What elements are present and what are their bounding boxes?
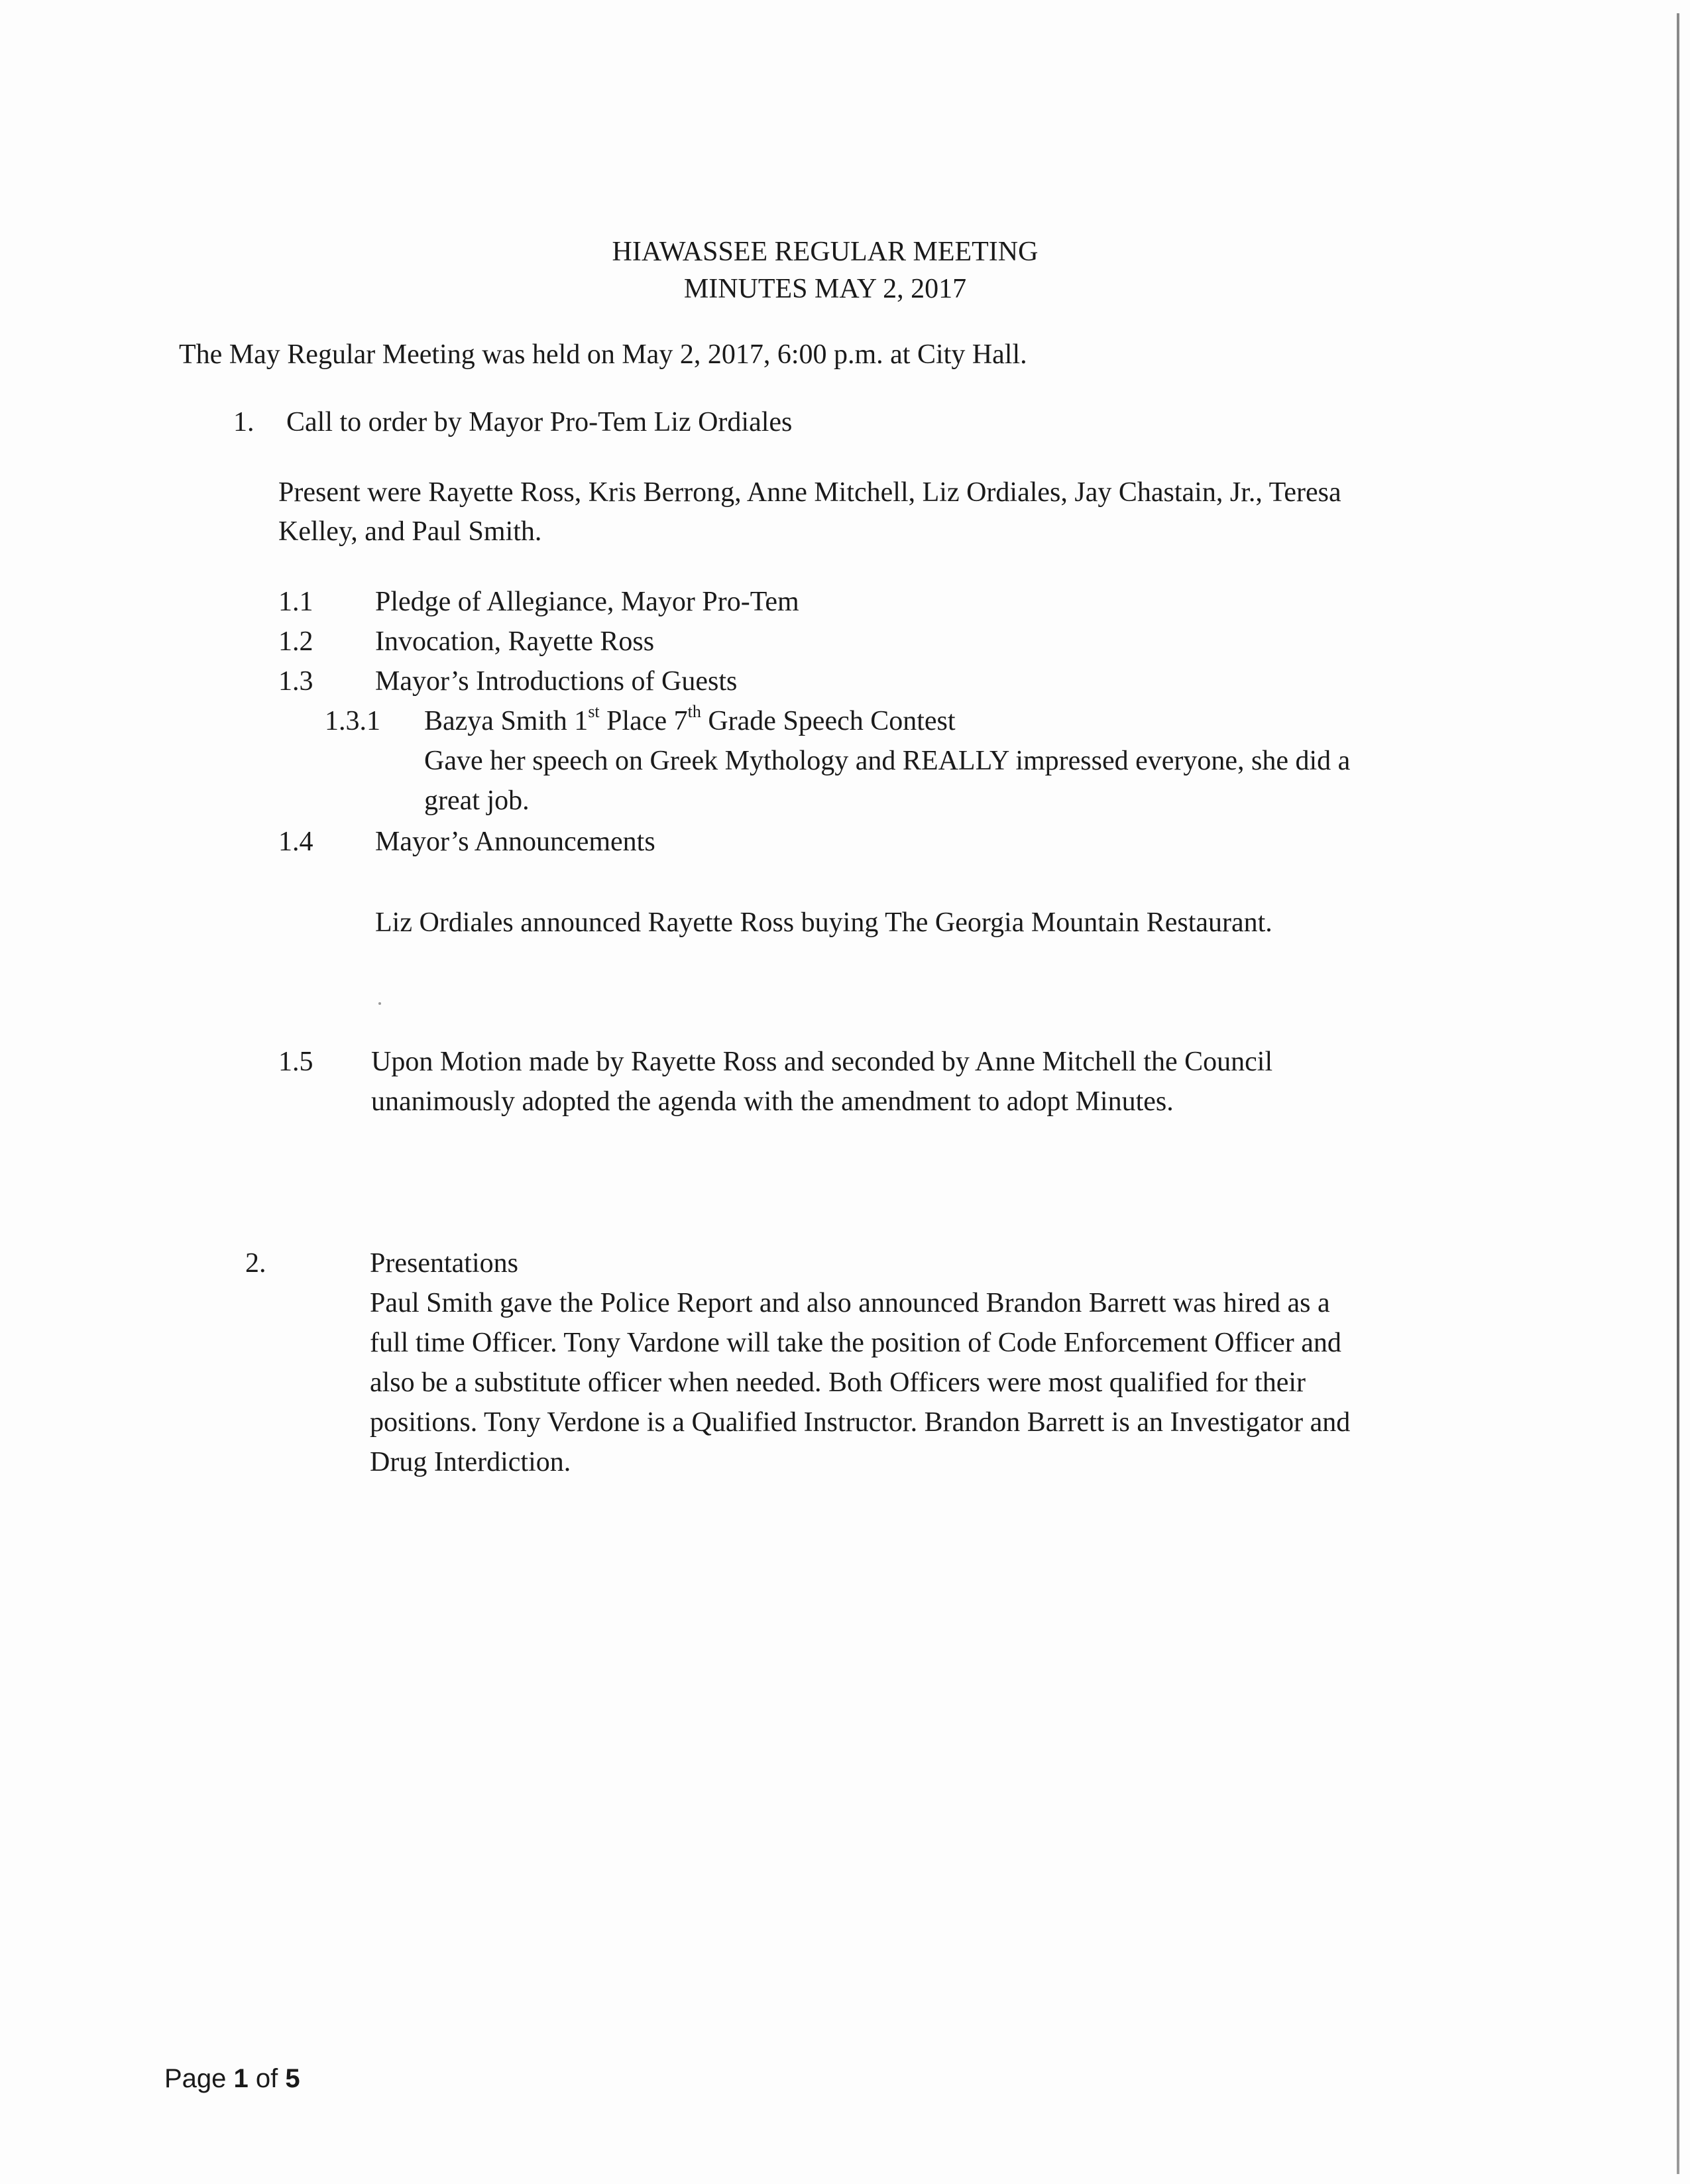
presentations-heading: Presentations	[370, 1248, 518, 1279]
presentation-line: positions. Tony Verdone is a Qualified Instructor. Brandon Barrett is an Investigator and	[370, 1407, 1351, 1438]
presentation-line: also be a substitute officer when needed. Both Officers were most qualified for their	[370, 1367, 1306, 1398]
item-2-number: 2.	[245, 1248, 266, 1279]
announcement-text: Liz Ordiales announced Rayette Ross buying The Georgia Mountain Restaurant.	[375, 907, 1272, 938]
document-title-line2: MINUTES MAY 2, 2017	[683, 274, 967, 304]
motion-line1: Upon Motion made by Rayette Ross and seconded by Anne Mitchell the Council	[371, 1047, 1273, 1077]
sub-item-number: 1.3	[278, 666, 313, 697]
page-number-footer: Page 1 of 5	[164, 2064, 300, 2093]
presentation-line: full time Officer. Tony Vardone will take the position of Code Enforcement Officer and	[370, 1328, 1341, 1358]
item-1-number: 1.	[233, 407, 254, 437]
sub-item-number: 1.1	[278, 587, 313, 617]
sub-item-text: Mayor’s Announcements	[375, 827, 655, 857]
speech-detail-line2: great job.	[424, 785, 530, 816]
document-title-line1: HIAWASSEE REGULAR MEETING	[612, 237, 1039, 267]
speech-contest-line: Bazya Smith 1st Place 7th Grade Speech Contest	[424, 702, 956, 736]
speech-detail-line1: Gave her speech on Greek Mythology and REALLY impressed everyone, she did a	[424, 746, 1351, 776]
present-line2: Kelley, and Paul Smith.	[278, 516, 542, 547]
sub-sub-item-number: 1.3.1	[325, 706, 380, 736]
sub-item-number: 1.5	[278, 1047, 313, 1077]
sub-item-text: Pledge of Allegiance, Mayor Pro-Tem	[375, 587, 799, 617]
present-line1: Present were Rayette Ross, Kris Berrong, Anne Mitchell, Liz Ordiales, Jay Chastain, Jr., Teresa	[278, 477, 1341, 508]
scan-speck	[378, 1002, 381, 1005]
intro-paragraph: The May Regular Meeting was held on May 2, 2017, 6:00 p.m. at City Hall.	[179, 339, 1027, 370]
presentation-line: Paul Smith gave the Police Report and also announced Brandon Barrett was hired as a	[370, 1288, 1330, 1318]
sub-item-number: 1.4	[278, 827, 313, 857]
scan-edge-line	[1677, 13, 1679, 2174]
motion-line2: unanimously adopted the agenda with the amendment to adopt Minutes.	[371, 1086, 1174, 1117]
sub-item-text: Mayor’s Introductions of Guests	[375, 666, 738, 697]
item-1-text: Call to order by Mayor Pro-Tem Liz Ordiales	[286, 407, 793, 437]
presentation-line: Drug Interdiction.	[370, 1447, 571, 1477]
sub-item-number: 1.2	[278, 626, 313, 657]
sub-item-text: Invocation, Rayette Ross	[375, 626, 655, 657]
